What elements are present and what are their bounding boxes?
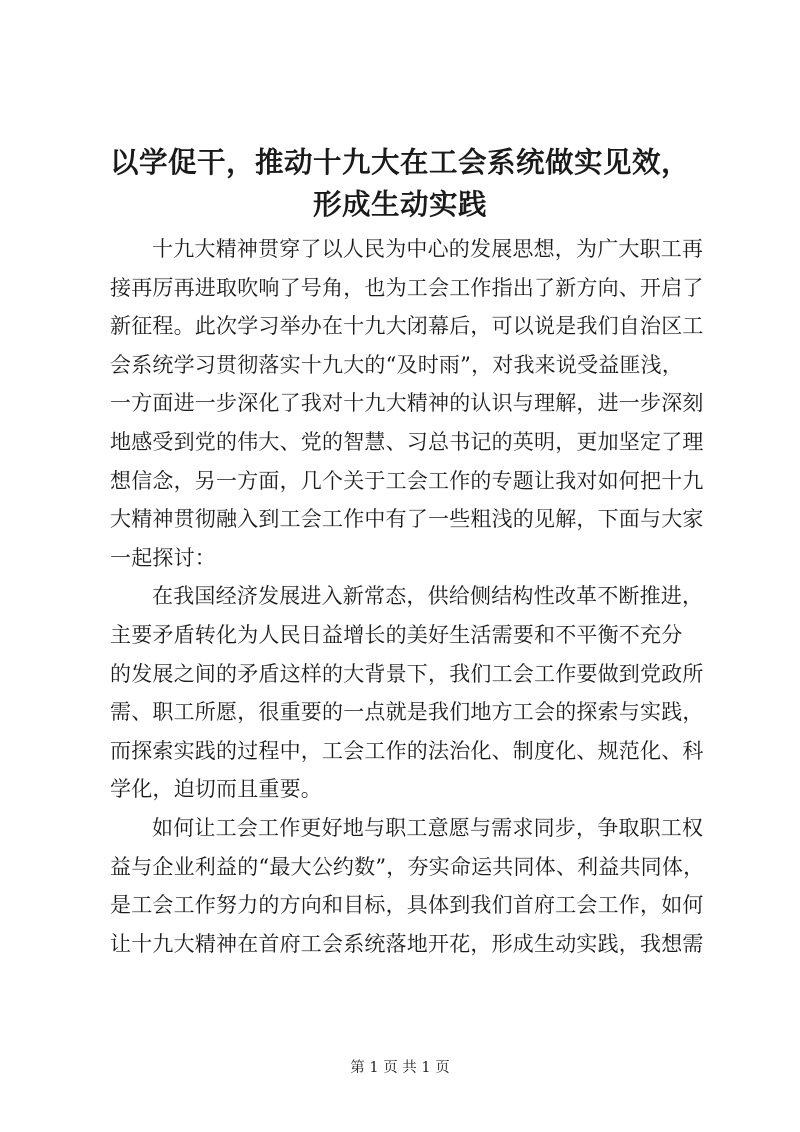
paragraph-line: 让十九大精神在首府工会系统落地开花，形成生动实践，我想需 <box>110 931 704 956</box>
paragraph-1 <box>110 230 710 577</box>
paragraph-line: 会系统学习贯彻落实十九大的“及时雨”，对我来说受益匪浅， <box>110 352 684 377</box>
paragraph-line: 主要矛盾转化为人民日益增长的美好生活需要和不平衡不充分 <box>110 622 683 647</box>
document-body <box>110 230 710 963</box>
page-footer: 第 1 页 共 1 页 <box>350 1060 450 1076</box>
paragraph-line: 如何让工会工作更好地与职工意愿与需求同步，争取职工权 <box>152 815 704 840</box>
paragraph-line: 大精神贯彻融入到工会工作中有了一些粗浅的见解，下面与大家 <box>110 507 704 532</box>
paragraph-line: 想信念，另一方面，几个关于工会工作的专题让我对如何把十九 <box>110 468 704 493</box>
paragraph-line: 益与企业利益的“最大公约数”，夯实命运共同体、利益共同体， <box>110 854 705 879</box>
paragraph-line: 的发展之间的矛盾这样的大背景下，我们工会工作要做到党政所 <box>110 661 704 686</box>
title-line-1: 以学促干，推动十九大在工会系统做实见效， <box>109 146 690 179</box>
paragraph-line: 在我国经济发展进入新常态，供给侧结构性改革不断推进， <box>152 584 704 609</box>
paragraph-line: 新征程。此次学习举办在十九大闭幕后，可以说是我们自治区工 <box>110 314 704 339</box>
paragraph-3 <box>110 809 710 963</box>
paragraph-line: 一起探讨： <box>110 545 216 570</box>
paragraph-2 <box>110 577 710 809</box>
paragraph-line: 是工会工作努力的方向和目标，具体到我们首府工会工作，如何 <box>110 893 704 918</box>
paragraph-line: 地感受到党的伟大、党的智慧、习总书记的英明，更加坚定了理 <box>110 429 704 454</box>
document-title <box>80 142 720 226</box>
paragraph-line: 而探索实践的过程中，工会工作的法治化、制度化、规范化、科 <box>110 738 704 763</box>
paragraph-line: 接再厉再进取吹响了号角，也为工会工作指出了新方向、开启了 <box>110 275 704 300</box>
paragraph-line: 一方面进一步深化了我对十九大精神的认识与理解，进一步深刻 <box>110 391 704 416</box>
paragraph-line: 需、职工所愿，很重要的一点就是我们地方工会的探索与实践， <box>110 700 704 725</box>
paragraph-line: 学化，迫切而且重要。 <box>110 777 322 802</box>
title-line-2: 形成生动实践 <box>312 188 487 221</box>
paragraph-line: 十九大精神贯穿了以人民为中心的发展思想，为广大职工再 <box>152 237 704 261</box>
